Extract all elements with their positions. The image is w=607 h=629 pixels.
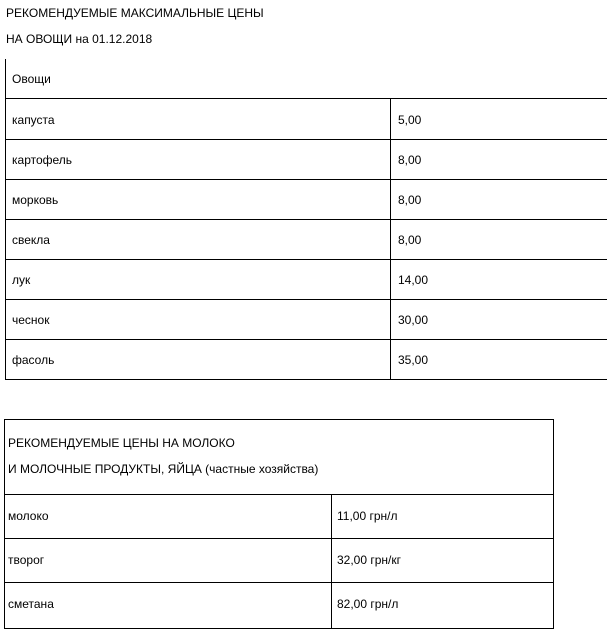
dairy-product-price: 11,00 грн/л: [337, 509, 398, 523]
table-row: [5, 99, 607, 140]
vegetables-title-line2: НА ОВОЩИ на 01.12.2018: [6, 32, 153, 46]
column-divider: [390, 298, 391, 340]
vegetable-price: 8,00: [398, 153, 422, 167]
column-divider: [390, 258, 391, 300]
vegetables-title-line1: РЕКОМЕНДУЕМЫЕ МАКСИМАЛЬНЫЕ ЦЕНЫ: [6, 6, 264, 20]
dairy-price-table: [4, 419, 554, 629]
vegetable-name: чеснок: [12, 313, 50, 327]
vegetables-header-label: Овощи: [12, 72, 51, 86]
table-row: [5, 339, 607, 380]
vegetables-price-table: [5, 59, 607, 380]
column-divider: [331, 495, 332, 628]
vegetable-price: 5,00: [398, 113, 422, 127]
vegetable-price: 30,00: [398, 313, 429, 327]
vegetable-name: картофель: [12, 153, 73, 167]
vegetable-name: капуста: [12, 113, 55, 127]
table-row: [5, 139, 607, 180]
dairy-header-line1: РЕКОМЕНДУЕМЫЕ ЦЕНЫ НА МОЛОКО: [8, 436, 235, 450]
vegetable-name: лук: [12, 273, 31, 287]
row-divider: [5, 538, 553, 539]
vegetable-price: 14,00: [398, 273, 429, 287]
column-divider: [390, 218, 391, 260]
column-divider: [390, 98, 391, 140]
column-divider: [390, 138, 391, 180]
column-divider: [390, 338, 391, 380]
vegetables-table-header: [5, 59, 607, 99]
table-row: [5, 219, 607, 260]
vegetable-price: 8,00: [398, 233, 422, 247]
dairy-product-name: молоко: [8, 509, 49, 523]
vegetable-price: 35,00: [398, 353, 429, 367]
vegetable-name: свекла: [12, 233, 50, 247]
dairy-product-name: творог: [8, 553, 45, 567]
vegetable-name: морковь: [12, 193, 59, 207]
dairy-product-price: 32,00 грн/кг: [337, 553, 402, 567]
dairy-product-price: 82,00 грн/л: [337, 597, 399, 611]
vegetable-name: фасоль: [12, 353, 55, 367]
row-divider: [5, 494, 553, 495]
table-row: [5, 259, 607, 300]
row-divider: [5, 582, 553, 583]
table-row: [5, 179, 607, 220]
column-divider: [390, 178, 391, 220]
dairy-header-line2: И МОЛОЧНЫЕ ПРОДУКТЫ, ЯЙЦА (частные хозяйства): [8, 462, 319, 476]
dairy-product-name: сметана: [8, 597, 54, 611]
vegetable-price: 8,00: [398, 193, 422, 207]
table-row: [5, 299, 607, 340]
